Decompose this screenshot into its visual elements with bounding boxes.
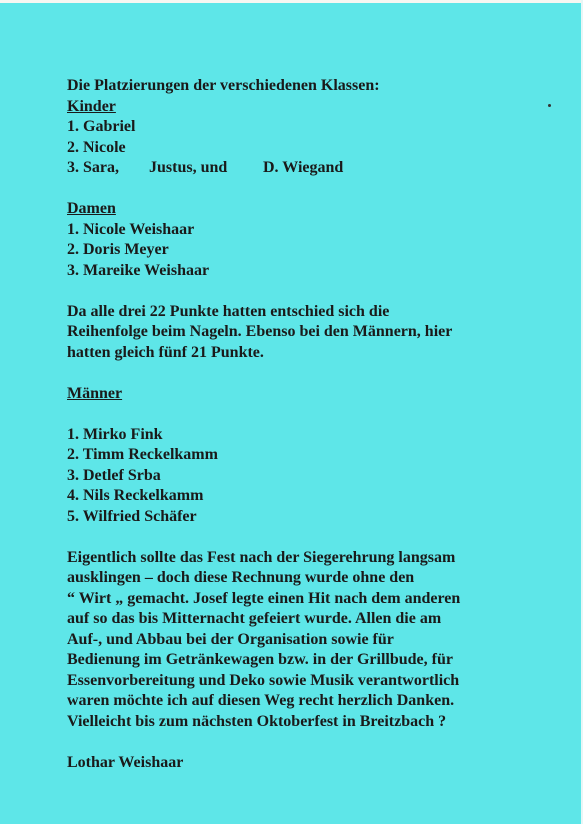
closing-paragraph — [67, 548, 567, 733]
closing-line: auf so das bis Mitternacht gefeiert wurde. Allen die am — [67, 610, 442, 627]
closing-line: Vielleicht bis zum nächsten Oktoberfest in Breitzbach ? — [67, 712, 447, 730]
kinder-place-3-first: 3. Sara, — [67, 159, 119, 176]
note-line: hatten gleich fünf 21 Punkte. — [67, 343, 264, 361]
maenner-place-3: 3. Detlef Srba — [67, 466, 161, 484]
closing-line: “ Wirt „ gemacht. Josef legte einen Hit nach dem anderen — [67, 589, 461, 607]
note-line: Da alle drei 22 Punkte hatten entschied sich die — [67, 302, 390, 320]
document-body — [67, 76, 567, 773]
spacer — [67, 179, 567, 200]
closing-line: Auf-, und Abbau bei der Organisation sowie für — [67, 630, 394, 648]
maenner-place-2: 2. Timm Reckelkamm — [67, 446, 218, 463]
maenner-heading: Männer — [67, 384, 123, 402]
kinder-place-3-second: Justus, und — [149, 159, 228, 176]
signature: Lothar Weishaar — [67, 753, 184, 771]
closing-line: Bedienung im Getränkewagen bzw. in der Grillbude, für — [67, 651, 453, 668]
intro-line: Die Platzierungen der verschiedenen Klassen: — [67, 77, 380, 94]
kinder-heading: Kinder — [67, 97, 116, 115]
closing-line: ausklingen – doch diese Rechnung wurde ohne den — [67, 569, 415, 586]
maenner-place-1: 1. Mirko Fink — [67, 425, 163, 443]
spacer — [67, 527, 567, 548]
kinder-place-1: 1. Gabriel — [67, 118, 136, 135]
spacer — [67, 732, 567, 753]
closing-line: waren möchte ich auf diesen Weg recht herzlich Danken. — [67, 692, 455, 709]
closing-line: Eigentlich sollte das Fest nach der Siegerehrung langsam — [67, 548, 456, 566]
spacer — [67, 404, 567, 425]
closing-line: Essenvorbereitung und Deko sowie Musik verantwortlich — [67, 671, 460, 689]
maenner-place-4: 4. Nils Reckelkamm — [67, 487, 204, 504]
damen-place-2: 2. Doris Meyer — [67, 241, 169, 258]
kinder-place-3-third: D. Wiegand — [263, 159, 344, 176]
page-top-edge — [0, 0, 583, 3]
damen-heading: Damen — [67, 200, 116, 217]
damen-place-1: 1. Nicole Weishaar — [67, 220, 195, 238]
note-line: Reihenfolge beim Nageln. Ebenso bei den Männern, hier — [67, 323, 453, 340]
spacer — [67, 281, 567, 302]
maenner-place-5: 5. Wilfried Schäfer — [67, 507, 197, 525]
spacer — [67, 363, 567, 384]
tiebreak-note — [67, 302, 567, 364]
kinder-place-2: 2. Nicole — [67, 138, 126, 156]
kinder-place-3 — [67, 158, 567, 179]
damen-place-3: 3. Mareike Weishaar — [67, 261, 210, 279]
